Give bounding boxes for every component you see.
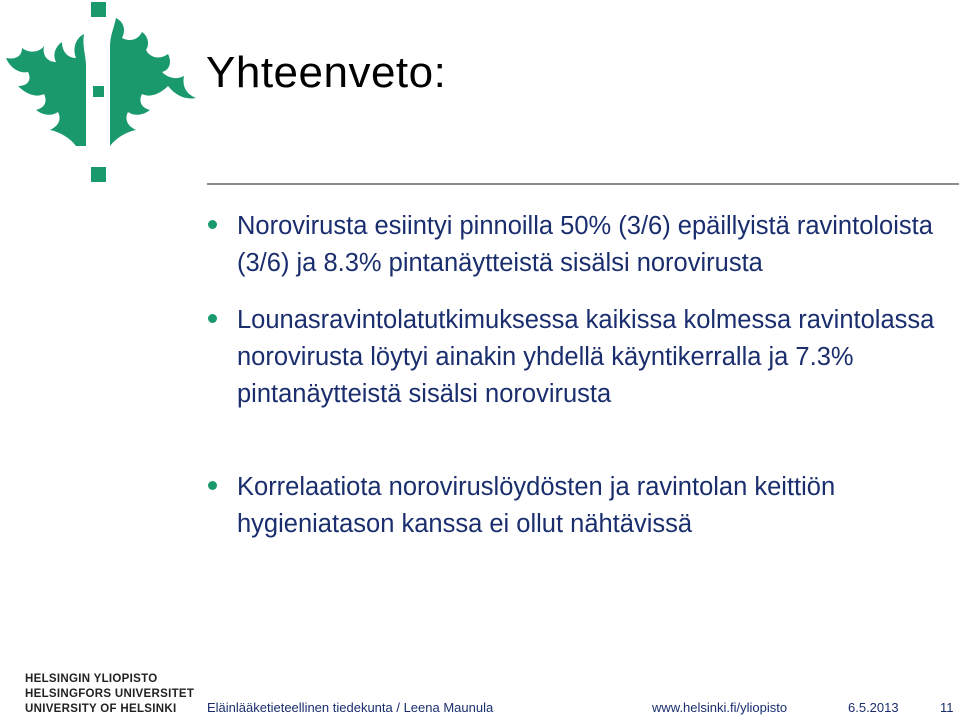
bullet-list <box>205 208 957 543</box>
wordmark-line-finnish: HELSINGIN YLIOPISTO <box>25 673 158 685</box>
bullet-dot-icon <box>208 481 217 490</box>
footer-date: 6.5.2013 <box>848 700 899 715</box>
bullet-text: Lounasravintolatutkimuksessa kaikissa kolmessa ravintolassa norovirusta löytyi ainakin yhdellä käyntikerralla ja 7.3% pintanäytteistä sisälsi norovirusta <box>237 306 935 408</box>
footer-url: www.helsinki.fi/yliopisto <box>652 700 788 715</box>
bullet-dot-icon <box>208 314 217 323</box>
bullet-item <box>205 469 957 543</box>
page-number: 11 <box>940 700 954 715</box>
wordmark-line-english: UNIVERSITY OF HELSINKI <box>25 703 177 715</box>
bullet-text: Korrelaatiota noroviruslöydösten ja ravintolan keittiön hygieniatason kanssa ei ollut nähtävissä <box>237 473 836 538</box>
title-divider <box>207 183 959 185</box>
university-flame-logo-icon <box>0 0 200 190</box>
bullet-text: Norovirusta esiintyi pinnoilla 50% (3/6) epäillyistä ravintoloista (3/6) ja 8.3% pintanäytteistä sisälsi norovirusta <box>237 212 933 277</box>
bullet-item <box>205 302 957 413</box>
bullet-dot-icon <box>208 220 217 229</box>
bullet-item <box>205 208 957 282</box>
slide-title: Yhteenveto: <box>206 48 447 97</box>
wordmark-line-swedish: HELSINGFORS UNIVERSITET <box>25 688 195 700</box>
university-wordmark <box>25 672 194 717</box>
footer-department-author: Eläinlääketieteellinen tiedekunta / Leena Maunula <box>207 700 494 715</box>
